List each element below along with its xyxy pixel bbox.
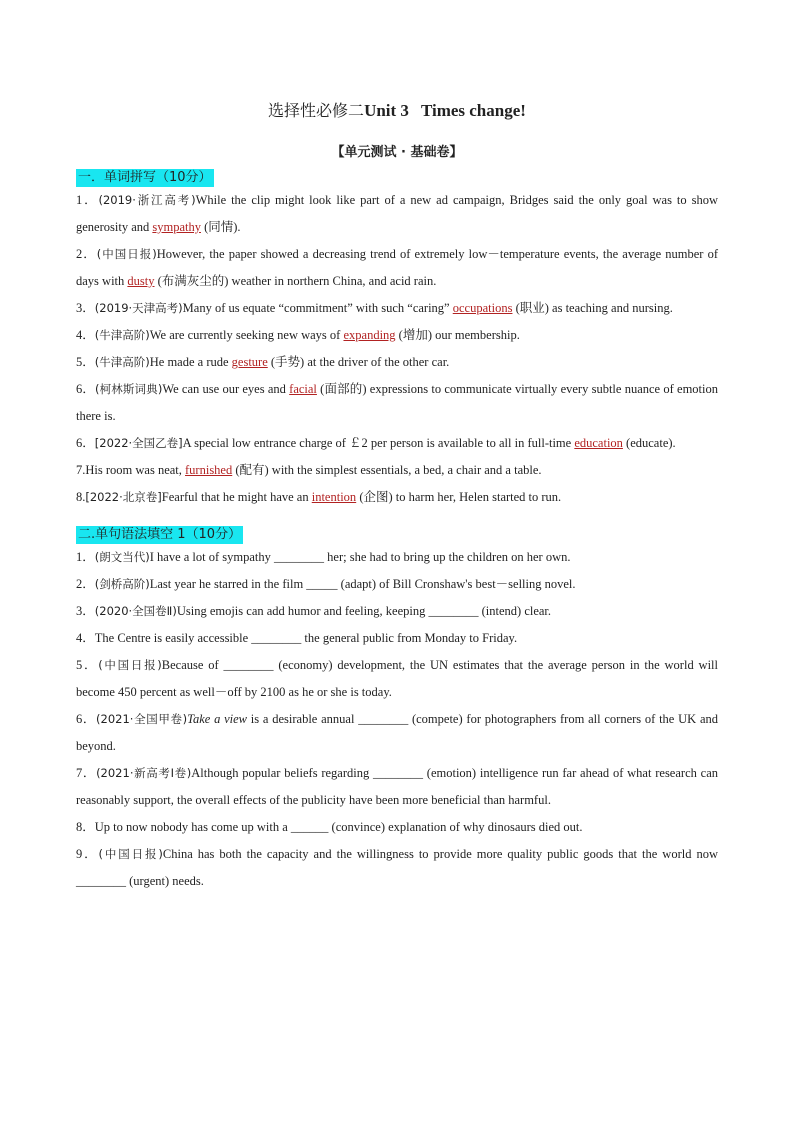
- question-item: [76, 814, 718, 841]
- question-source: [2022·北京卷]: [85, 490, 162, 504]
- question-hint: (面部的) expressions to communicate virtually every subtle nuance of emotion there is.: [76, 382, 718, 423]
- question-item: [76, 322, 718, 349]
- answer-word: facial: [289, 382, 317, 396]
- question-item: [76, 349, 718, 376]
- question-source: (2020·全国卷Ⅱ): [94, 604, 177, 618]
- section-word-spelling: [76, 168, 718, 511]
- question-text: However, the paper showed a decreasing trend of extremely low－temperature events, the average number of days with: [76, 247, 718, 288]
- question-item: [76, 295, 718, 322]
- question-text: While the clip might look like part of a new ad campaign, Bridges said the only goal was to show generosity and: [76, 193, 718, 234]
- answer-word: sympathy: [152, 220, 201, 234]
- question-italic: Take a view: [187, 712, 248, 726]
- question-text: I have a lot of sympathy ________ her; she had to bring up the children on her own.: [149, 550, 571, 564]
- answer-word: gesture: [231, 355, 268, 369]
- question-source: (柯林斯词典): [95, 382, 163, 396]
- page-title: [76, 98, 718, 124]
- answer-word: dusty: [127, 274, 155, 288]
- question-number: 4．: [76, 328, 95, 342]
- question-number: 6．: [76, 436, 95, 450]
- question-text: China has both the capacity and the willingness to provide more quality public goods that the world now ________ (urgent) needs.: [76, 847, 718, 888]
- question-source: (中国日报): [98, 847, 163, 861]
- page-subtitle: 【单元测试 · 基础卷】: [331, 145, 463, 160]
- question-number: 2．: [76, 247, 97, 261]
- question-source: (牛津高阶): [94, 328, 150, 342]
- question-text: Although popular beliefs regarding ________ (emotion) intelligence run far ahead of what research can reasonably support, the overall effects of the publicity have been more beneficial than harmful.: [76, 766, 718, 807]
- answer-word: furnished: [185, 463, 233, 477]
- document-page: [76, 98, 718, 895]
- section-grammar-fill: [76, 525, 718, 895]
- question-number: 1．: [76, 193, 99, 207]
- question-source: (2019·浙江高考): [98, 193, 196, 207]
- question-hint: (配有) with the simplest essentials, a bed, a chair and a table.: [232, 463, 542, 477]
- question-source: [2022·全国乙卷]: [94, 436, 183, 450]
- question-item: [76, 376, 718, 430]
- question-text: A special low entrance charge of ￡2 per person is available to all in full-time: [182, 436, 575, 450]
- question-hint: (企图) to harm her, Helen started to run.: [356, 490, 562, 504]
- question-text: Because of ________ (economy) development, the UN estimates that the average person in the world will become 450 percent as well－off by 2100 as he or she is today.: [76, 658, 718, 699]
- question-item: [76, 706, 718, 760]
- question-text: His room was neat,: [85, 463, 186, 477]
- title-chinese: 选择性必修二: [268, 101, 365, 120]
- question-number: 5．: [76, 658, 99, 672]
- question-text: We are currently seeking new ways of: [149, 328, 344, 342]
- question-item: [76, 484, 718, 511]
- question-item: [76, 544, 718, 571]
- question-source: (牛津高阶): [94, 355, 150, 369]
- question-number: 1．: [76, 550, 95, 564]
- question-hint: (手势) at the driver of the other car.: [267, 355, 450, 369]
- question-source: (中国日报): [96, 247, 157, 261]
- question-text: He made a rude: [149, 355, 232, 369]
- question-item: [76, 598, 718, 625]
- question-source: (2021·新高考Ⅰ卷): [96, 766, 192, 780]
- question-text: The Centre is easily accessible ________ the general public from Monday to Friday.: [94, 631, 518, 645]
- answer-word: occupations: [452, 301, 513, 315]
- question-item: [76, 430, 718, 457]
- question-number: 5．: [76, 355, 95, 369]
- question-number: 7.: [76, 463, 86, 477]
- question-source: (2019·天津高考): [94, 301, 183, 315]
- question-item: [76, 457, 718, 484]
- question-text: is a desirable annual ________ (compete) for photographers from all corners of the UK and beyond.: [76, 712, 718, 753]
- question-number: 2．: [76, 577, 95, 591]
- question-hint: (职业) as teaching and nursing.: [512, 301, 673, 315]
- question-source: (剑桥高阶): [94, 577, 150, 591]
- question-source: (2021·全国甲卷): [96, 712, 188, 726]
- question-item: [76, 241, 718, 295]
- question-item: [76, 625, 718, 652]
- question-item: [76, 760, 718, 814]
- question-text: Many of us equate “commitment” with such “caring”: [182, 301, 453, 315]
- section-heading: 一．单词拼写（10分）: [78, 170, 212, 185]
- question-number: 3．: [76, 301, 95, 315]
- question-source: (中国日报): [98, 658, 162, 672]
- question-number: 8.: [76, 490, 86, 504]
- question-number: 9．: [76, 847, 99, 861]
- section1-items: [76, 187, 718, 511]
- question-number: 6．: [76, 382, 96, 396]
- question-item: [76, 841, 718, 895]
- section2-items: [76, 544, 718, 895]
- title-unit: Unit 3: [364, 101, 409, 120]
- answer-word: intention: [311, 490, 357, 504]
- question-hint: (增加) our membership.: [395, 328, 520, 342]
- title-english: Times change!: [420, 101, 526, 120]
- question-text: We can use our eyes and: [162, 382, 290, 396]
- question-item: [76, 571, 718, 598]
- question-text: Last year he starred in the film _____ (adapt) of Bill Cronshaw's best－selling novel.: [149, 577, 576, 591]
- answer-word: expanding: [343, 328, 396, 342]
- question-number: 4．: [76, 631, 95, 645]
- question-number: 6．: [76, 712, 97, 726]
- question-text: Up to now nobody has come up with a ______ (convince) explanation of why dinosaurs died out.: [94, 820, 583, 834]
- question-text: Fearful that he might have an: [161, 490, 312, 504]
- question-number: 7．: [76, 766, 97, 780]
- question-item: [76, 652, 718, 706]
- question-text: Using emojis can add humor and feeling, keeping ________ (intend) clear.: [176, 604, 552, 618]
- question-hint: (同情).: [200, 220, 241, 234]
- question-number: 8．: [76, 820, 95, 834]
- question-hint: (educate).: [622, 436, 676, 450]
- answer-word: education: [574, 436, 623, 450]
- section-heading: 二.单句语法填空 1（10分）: [78, 527, 242, 542]
- question-number: 3．: [76, 604, 95, 618]
- question-source: (朗文当代): [94, 550, 150, 564]
- question-hint: (布满灰尘的) weather in northern China, and acid rain.: [154, 274, 437, 288]
- question-item: [76, 187, 718, 241]
